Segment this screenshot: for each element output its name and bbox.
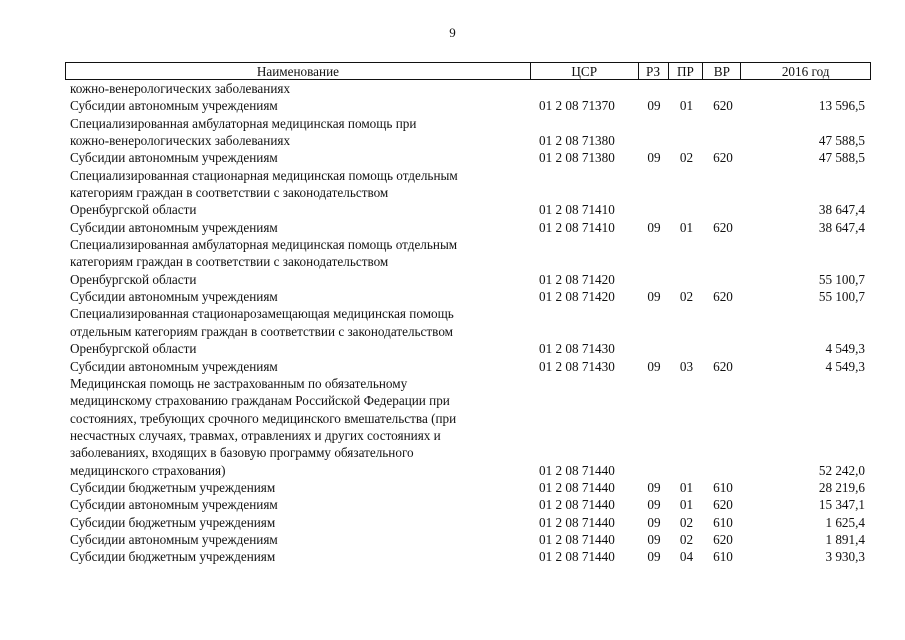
cell-csr [531,305,639,322]
table-row [65,201,871,218]
cell-vr [704,132,742,149]
cell-pr: 02 [679,531,694,547]
cell-name: Специализированная амбулаторная медицинская помощь отдельным [70,237,458,253]
table-row [65,323,871,340]
cell-rz [639,444,669,461]
cell-pr: 04 [679,549,694,565]
cell-vr: 620 [713,289,733,305]
cell-name: кожно-венерологических заболеваниях [70,133,291,149]
table-row [65,514,871,531]
cell-rz [639,253,669,270]
cell-vr: 620 [713,219,733,235]
cell-pr [669,305,704,322]
cell-rz: 09 [647,497,661,513]
header-name: Наименование [66,63,531,79]
cell-rz [639,323,669,340]
cell-name: Оренбургской области [70,341,197,357]
cell-vr: 620 [713,497,733,513]
table-row [65,340,871,357]
table-row [65,462,871,479]
table-row [65,236,871,253]
cell-vr: 610 [713,514,733,530]
cell-vr [704,271,742,288]
cell-rz [639,375,669,392]
cell-csr: 01 2 08 71410 [539,202,615,218]
cell-vr [704,462,742,479]
cell-vr [704,427,742,444]
cell-rz [639,167,669,184]
cell-vr: 610 [713,549,733,565]
cell-vr [704,167,742,184]
cell-pr: 02 [679,514,694,530]
table-row [65,253,871,270]
cell-pr: 02 [679,289,694,305]
cell-pr [669,323,704,340]
cell-rz: 09 [647,150,661,166]
cell-vr [704,392,742,409]
table-row [65,97,871,114]
cell-sum: 28 219,6 [818,479,865,495]
cell-sum: 1 625,4 [825,514,865,530]
cell-csr: 01 2 08 71440 [539,479,615,495]
cell-rz: 09 [647,514,661,530]
table-row [65,132,871,149]
cell-pr: 01 [679,479,694,495]
cell-pr [669,375,704,392]
page-number: 9 [449,25,456,40]
cell-pr: 01 [679,219,694,235]
cell-vr [704,80,742,97]
cell-sum [742,427,871,444]
cell-sum: 38 647,4 [818,202,865,218]
cell-vr [704,305,742,322]
cell-name: Оренбургской области [70,271,197,287]
cell-sum [742,167,871,184]
cell-pr [669,444,704,461]
cell-name: Субсидии автономным учреждениям [70,98,278,114]
table-row [65,80,871,97]
cell-rz [639,236,669,253]
header-rz: РЗ [639,63,669,79]
cell-csr: 01 2 08 71430 [539,358,615,374]
cell-sum: 55 100,7 [818,289,865,305]
header-pr: ПР [669,63,704,79]
cell-vr: 620 [713,150,733,166]
budget-table [65,62,871,566]
cell-name: Субсидии автономным учреждениям [70,358,278,374]
cell-sum [742,375,871,392]
cell-name: Субсидии автономным учреждениям [70,150,278,166]
cell-name: Субсидии бюджетным учреждениям [70,479,276,495]
cell-vr [704,184,742,201]
cell-name: несчастных случаях, травмах, отравлениях и других состояниях и [70,427,441,443]
cell-rz [639,340,669,357]
cell-pr [669,132,704,149]
header-vr: ВР [703,63,741,79]
cell-pr: 01 [679,98,694,114]
cell-vr [704,253,742,270]
cell-sum [742,392,871,409]
cell-csr: 01 2 08 71440 [539,549,615,565]
cell-csr: 01 2 08 71410 [539,219,615,235]
cell-vr [704,375,742,392]
cell-pr [669,392,704,409]
cell-pr [669,167,704,184]
cell-csr [531,444,639,461]
cell-rz: 09 [647,549,661,565]
table-body [65,80,871,566]
cell-csr: 01 2 08 71420 [539,289,615,305]
cell-rz [639,462,669,479]
cell-csr [531,427,639,444]
cell-csr: 01 2 08 71380 [539,150,615,166]
cell-sum: 13 596,5 [818,98,865,114]
cell-pr: 03 [679,358,694,374]
cell-rz [639,132,669,149]
cell-rz [639,305,669,322]
table-row [65,444,871,461]
table-row [65,149,871,166]
cell-vr: 620 [713,531,733,547]
cell-sum: 52 242,0 [818,462,865,478]
cell-pr: 02 [679,150,694,166]
table-row [65,479,871,496]
header-csr: ЦСР [531,63,639,79]
table-row [65,531,871,548]
cell-pr [669,253,704,270]
cell-csr [531,236,639,253]
cell-rz: 09 [647,479,661,495]
cell-rz: 09 [647,98,661,114]
table-row [65,548,871,565]
cell-csr: 01 2 08 71420 [539,271,615,287]
table-row [65,392,871,409]
cell-name: Субсидии автономным учреждениям [70,289,278,305]
cell-csr: 01 2 08 71430 [539,341,615,357]
cell-sum: 1 891,4 [825,531,865,547]
cell-vr [704,444,742,461]
table-row [65,358,871,375]
cell-sum: 47 588,5 [818,133,865,149]
cell-name: Субсидии бюджетным учреждениям [70,514,276,530]
cell-rz: 09 [647,358,661,374]
cell-name: Субсидии бюджетным учреждениям [70,549,276,565]
cell-csr [531,253,639,270]
cell-pr [669,184,704,201]
cell-sum [742,184,871,201]
cell-sum: 4 549,3 [825,341,865,357]
cell-name: категориям граждан в соответствии с законодательством [70,185,389,201]
cell-name: Оренбургской области [70,202,197,218]
table-row [65,167,871,184]
cell-csr [531,392,639,409]
header-sum: 2016 год [781,64,830,79]
cell-sum: 47 588,5 [818,150,865,166]
cell-csr: 01 2 08 71440 [539,497,615,513]
cell-name: медицинскому страхованию гражданам Российской Федерации при [70,393,450,409]
cell-vr [704,236,742,253]
table-row [65,219,871,236]
cell-vr [704,323,742,340]
cell-csr: 01 2 08 71370 [539,98,615,114]
table-row [65,496,871,513]
cell-rz: 09 [647,531,661,547]
cell-rz [639,271,669,288]
cell-pr [669,236,704,253]
cell-sum [742,80,871,97]
table-row [65,115,871,132]
cell-csr [531,115,639,132]
cell-sum: 3 930,3 [825,549,865,565]
cell-csr: 01 2 08 71440 [539,514,615,530]
cell-csr [531,375,639,392]
cell-vr: 620 [713,98,733,114]
cell-sum: 38 647,4 [818,219,865,235]
cell-rz [639,410,669,427]
table-row [65,410,871,427]
cell-vr [704,115,742,132]
cell-name: Специализированная амбулаторная медицинская помощь при [70,115,417,131]
cell-name: Специализированная стационарная медицинская помощь отдельным [70,167,458,183]
table-row [65,375,871,392]
cell-name: категориям граждан в соответствии с законодательством [70,254,389,270]
table-row [65,271,871,288]
cell-rz [639,184,669,201]
cell-csr [531,410,639,427]
cell-name: состояниях, требующих срочного медицинского вмешательства (при [70,410,457,426]
cell-vr: 620 [713,358,733,374]
cell-name: Субсидии автономным учреждениям [70,219,278,235]
cell-sum [742,323,871,340]
cell-pr [669,271,704,288]
cell-name: Медицинская помощь не застрахованным по обязательному [70,375,408,391]
cell-csr [531,184,639,201]
cell-pr [669,462,704,479]
cell-sum [742,253,871,270]
cell-sum: 55 100,7 [818,271,865,287]
cell-csr [531,323,639,340]
cell-name: Субсидии автономным учреждениям [70,497,278,513]
cell-rz [639,201,669,218]
cell-rz [639,115,669,132]
cell-csr [531,167,639,184]
table-row [65,427,871,444]
cell-pr [669,427,704,444]
cell-pr [669,201,704,218]
cell-pr [669,115,704,132]
cell-name: заболеваниях, входящих в базовую программу обязательного [70,445,414,461]
cell-pr [669,340,704,357]
cell-name: Специализированная стационарозамещающая медицинская помощь [70,306,454,322]
cell-name: кожно-венерологических заболеваниях [70,81,291,96]
table-row [65,305,871,322]
cell-vr [704,340,742,357]
cell-csr: 01 2 08 71440 [539,462,615,478]
cell-sum: 4 549,3 [825,358,865,374]
cell-csr: 01 2 08 71380 [539,133,615,149]
cell-sum [742,410,871,427]
cell-vr [704,201,742,218]
cell-rz [639,80,669,97]
cell-rz [639,427,669,444]
cell-sum: 15 347,1 [818,497,865,513]
table-row [65,288,871,305]
cell-rz [639,392,669,409]
table-row [65,184,871,201]
cell-csr [531,80,639,97]
cell-sum [742,236,871,253]
cell-rz: 09 [647,289,661,305]
cell-pr [669,410,704,427]
cell-csr: 01 2 08 71440 [539,531,615,547]
cell-name: медицинского страхования) [70,462,226,478]
cell-sum [742,305,871,322]
cell-sum [742,115,871,132]
cell-sum [742,444,871,461]
cell-name: отдельным категориям граждан в соответствии с законодательством [70,323,454,339]
cell-pr [669,80,704,97]
cell-vr: 610 [713,479,733,495]
cell-pr: 01 [679,497,694,513]
cell-rz: 09 [647,219,661,235]
table-header [65,62,871,80]
cell-vr [704,410,742,427]
cell-name: Субсидии автономным учреждениям [70,531,278,547]
